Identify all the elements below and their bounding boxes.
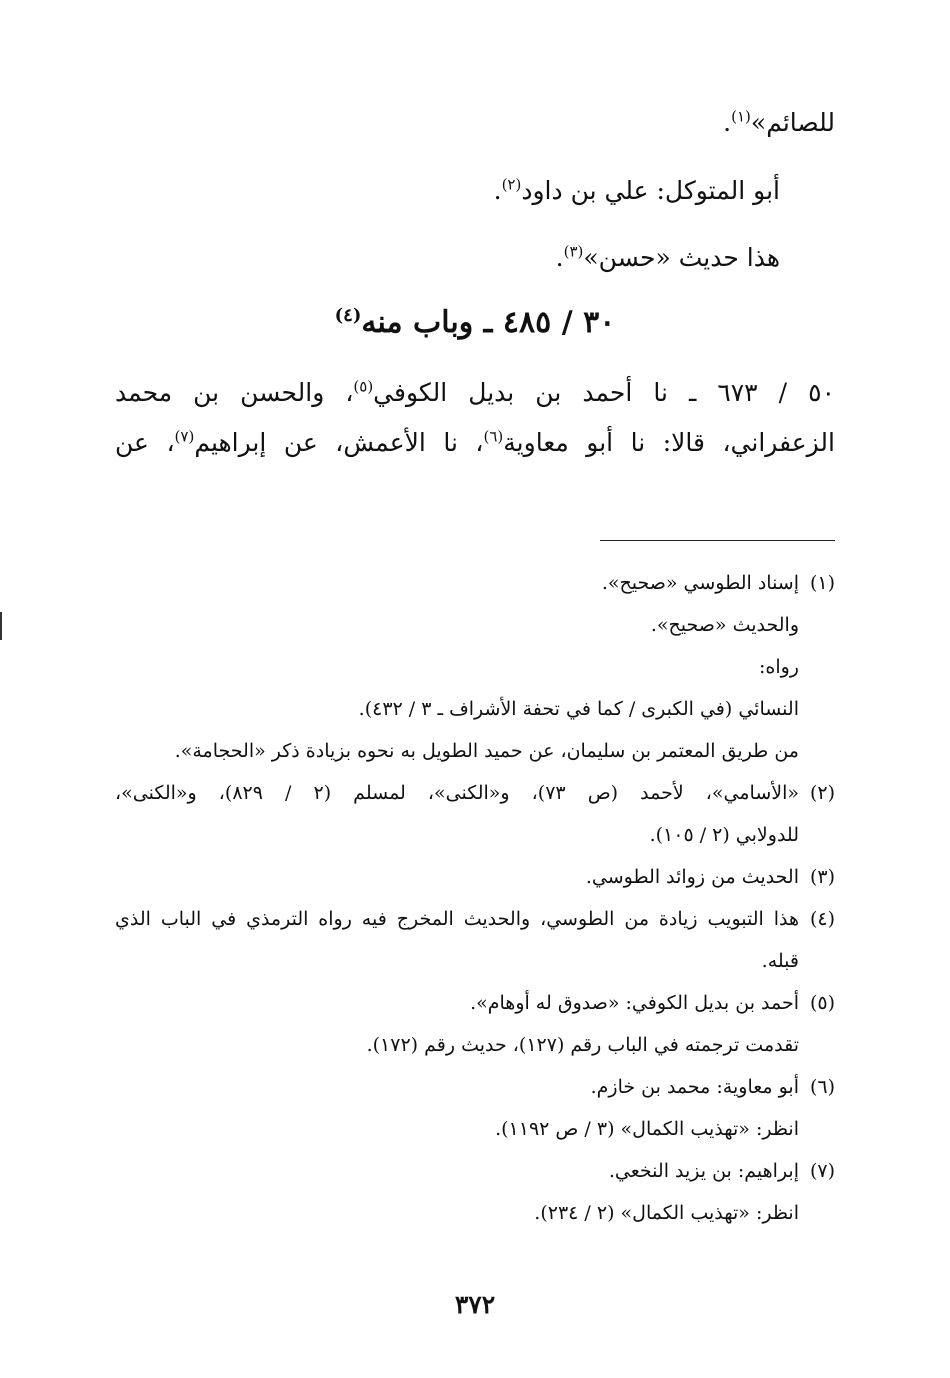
footnote-number: (٣) — [809, 866, 835, 888]
footnote-text: للدولابي (٢ / ١٠٥). — [649, 824, 799, 846]
footnote-7 — [115, 1160, 835, 1182]
text-fragment: ، عن — [115, 428, 175, 457]
text-fragment: ، نا الأعمش، عن إبراهيم — [194, 428, 484, 457]
footnote-7-line-2 — [115, 1202, 799, 1224]
footnote-1-line-5 — [115, 740, 799, 762]
footnote-text: من طريق المعتمر بن سليمان، عن حميد الطويل به نحوه بزيادة ذكر «الحجامة». — [174, 740, 799, 762]
footnote-ref-7: (٧) — [174, 427, 195, 446]
footnote-text: هذا التبويب زيادة من الطوسي، والحديث المخرج فيه رواه الترمذي في الباب الذي — [115, 908, 799, 930]
footnote-5 — [115, 992, 835, 1014]
footnote-ref-2: (٢) — [501, 175, 522, 194]
page-number: ٣٧٢ — [454, 1290, 496, 1319]
footnote-1-line-3 — [115, 656, 799, 678]
text-fragment: هذا حديث «حسن» — [583, 243, 780, 272]
text-fragment: أبو المتوكل: علي بن داود — [521, 176, 780, 205]
footnote-text: قبله. — [761, 950, 799, 972]
footnote-2 — [115, 782, 835, 804]
footnote-1-line-2 — [115, 614, 799, 636]
section-heading — [0, 305, 950, 340]
text-line-2 — [115, 176, 780, 205]
paragraph-line-1 — [115, 378, 835, 407]
footnote-text: إسناد الطوسي «صحيح». — [601, 572, 799, 594]
footnote-text: إبراهيم: بن يزيد النخعي. — [608, 1160, 799, 1182]
footnote-ref-4: (٤) — [334, 305, 362, 326]
footnote-text: والحديث «صحيح». — [650, 614, 799, 636]
footnote-number: (٥) — [809, 992, 835, 1014]
footnote-text: انظر: «تهذيب الكمال» (٢ / ٢٣٤). — [534, 1202, 799, 1224]
footnote-2-line-2 — [115, 824, 799, 846]
text-fragment: ، والحسن بن محمد — [115, 378, 354, 407]
footnote-6 — [115, 1076, 835, 1098]
footnote-1-line-4 — [115, 698, 799, 720]
text-fragment: للصائم» — [750, 108, 835, 137]
footnote-4-line-2 — [115, 950, 799, 972]
text-line-1 — [115, 108, 835, 137]
footnote-number: (٦) — [809, 1076, 835, 1098]
heading-text: ٣٠ / ٤٨٥ ـ وباب منه — [361, 305, 616, 340]
footnote-number: (٤) — [809, 908, 835, 930]
footnote-text: «الأسامي»، لأحمد (ص ٧٣)، و«الكنى»، لمسلم (٢ / ٨٢٩)، و«الكنى»، — [115, 782, 799, 804]
footnote-text: النسائي (في الكبرى / كما في تحفة الأشراف ـ ٣ / ٤٣٢). — [358, 698, 799, 720]
footnote-text: أحمد بن بديل الكوفي: «صدوق له أوهام». — [470, 992, 799, 1014]
footnote-text: أبو معاوية: محمد بن خازم. — [590, 1076, 799, 1098]
footnote-text: انظر: «تهذيب الكمال» (٣ / ص ١١٩٢). — [495, 1118, 799, 1140]
footnote-1 — [115, 572, 835, 594]
footnote-6-line-2 — [115, 1118, 799, 1140]
footnote-divider — [600, 540, 835, 541]
paragraph-line-2 — [115, 428, 835, 457]
text-fragment: . — [555, 243, 564, 272]
footnote-number: (٢) — [809, 782, 835, 804]
footnote-number: (٧) — [809, 1160, 835, 1182]
footnote-4 — [115, 908, 835, 930]
footnote-ref-6: (٦) — [483, 427, 504, 446]
scan-edge-mark — [0, 612, 2, 640]
footnote-5-line-2 — [115, 1034, 799, 1056]
footnote-text: الحديث من زوائد الطوسي. — [585, 866, 799, 888]
footnote-3 — [115, 866, 835, 888]
footnote-number: (١) — [809, 572, 835, 594]
footnote-text: تقدمت ترجمته في الباب رقم (١٢٧)، حديث رقم (١٧٢). — [366, 1034, 799, 1056]
text-fragment: ٥٠ / ٦٧٣ ـ نا أحمد بن بديل الكوفي — [373, 378, 835, 407]
footnote-text: رواه: — [759, 656, 799, 678]
footnote-ref-3: (٣) — [563, 242, 584, 261]
text-fragment: الزعفراني، قالا: نا أبو معاوية — [503, 428, 835, 457]
footnote-ref-5: (٥) — [353, 377, 374, 396]
text-line-3 — [115, 243, 780, 272]
text-fragment: . — [723, 108, 732, 137]
text-fragment: . — [493, 176, 502, 205]
footnote-ref-1: (١) — [731, 107, 751, 126]
